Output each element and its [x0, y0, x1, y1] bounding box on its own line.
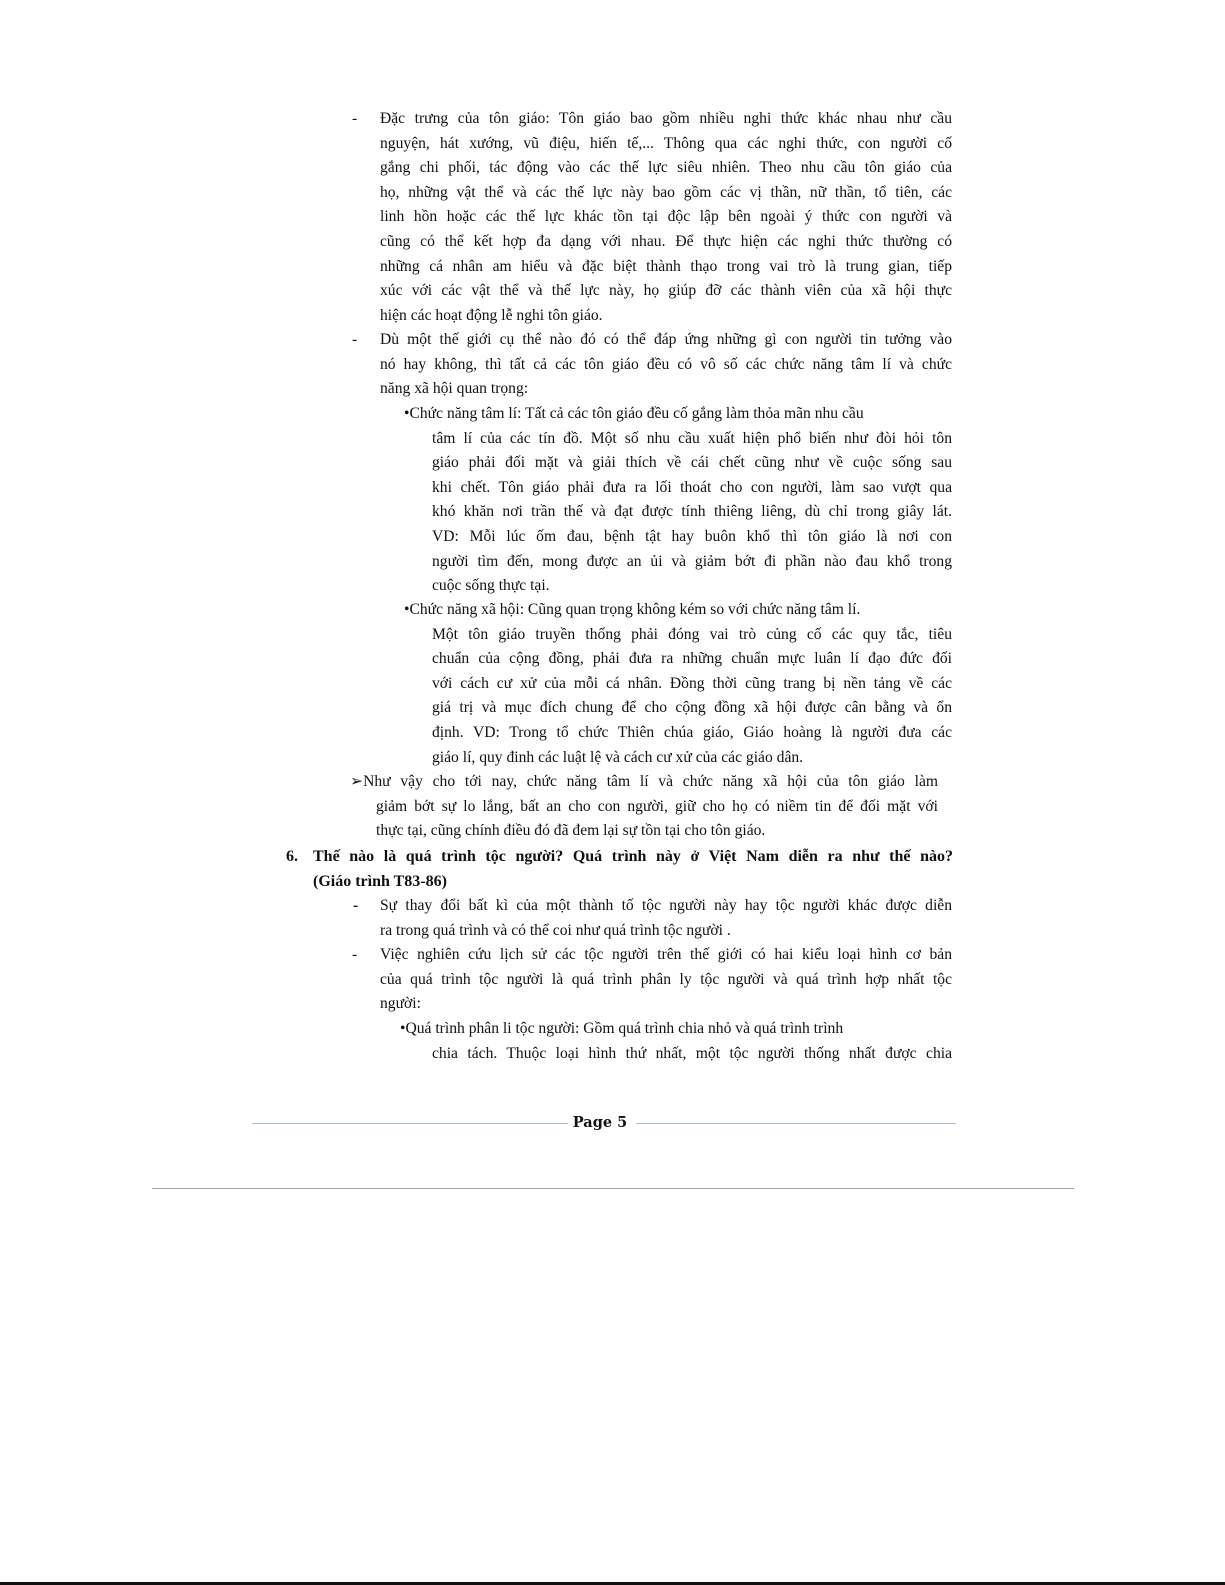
text-line: giảm bớt sự lo lắng, bất an cho con người, giữ cho họ có niềm tin để đối mặt với	[376, 797, 938, 815]
text-line: chia tách. Thuộc loại hình thứ nhất, một tộc người thống nhất được chia	[432, 1044, 952, 1062]
heading-line: Thế nào là quá trình tộc người? Quá trình này ở Việt Nam diễn ra như thế nào?	[313, 848, 953, 865]
question-number: 6.	[286, 848, 298, 865]
text-line: những cá nhân am hiểu và đặc biệt thành thạo trong vai trò là trung gian, tiếp	[380, 257, 952, 275]
text-line: hiện các hoạt động lễ nghi tôn giáo.	[380, 306, 603, 324]
text-line: chuẩn của cộng đồng, phải đưa ra những chuẩn mực luân lí đạo đức đối	[432, 650, 952, 668]
question-heading	[313, 845, 953, 894]
text-line: VD: Mỗi lúc ốm đau, bệnh tật hay buôn khổ thì tôn giáo là nơi con	[432, 527, 952, 545]
text-line: Dù một thế giới cụ thể nào đó có thể đáp ứng những gì con người tin tưởng vào	[380, 331, 952, 348]
text-line: cuộc sống thực tại.	[432, 577, 550, 595]
text-line: thực tại, cũng chính điều đó đã đem lại sự tồn tại cho tôn giáo.	[376, 822, 766, 840]
bullet-social-function	[404, 598, 952, 770]
list-dash: -	[353, 897, 359, 914]
text-line: định. VD: Trong tổ chức Thiên chúa giáo, Giáo hoàng là người đưa các	[432, 723, 952, 741]
heading-line: (Giáo trình T83-86)	[313, 872, 447, 890]
bullet-psychological-function	[404, 402, 952, 599]
footer-rule-left	[252, 1123, 568, 1124]
text-line: giáo lí, quy đinh các luật lệ và cách cư xử của các giáo dân.	[432, 748, 804, 766]
text-line: xúc với các vật thể và thế lực này, họ giúp đỡ các thành viên của xã hội thực	[380, 282, 952, 300]
bullet-icon: •	[404, 405, 410, 422]
bullet-icon: •	[400, 1020, 406, 1037]
text-line: năng xã hội quan trọng:	[380, 380, 529, 398]
text-line: Việc nghiên cứu lịch sử các tộc người trên thế giới có hai kiểu loại hình cơ bản	[380, 946, 952, 963]
paragraph-religion-functions	[380, 328, 952, 402]
text-line: ra trong quá trình và có thể coi như quá trình tộc người .	[380, 921, 731, 939]
text-line: khó khăn nơi trần thế và đạt được tính thiêng liêng, dù chỉ trong giây lát.	[432, 503, 952, 521]
paragraph-ethnic-history	[380, 943, 952, 1017]
text-line: của quá trình tộc người là quá trình phân ly tộc người và quá trình hợp nhất tộc	[380, 970, 952, 988]
paragraph-ethnic-process-definition	[380, 894, 952, 943]
paragraph-conclusion	[350, 770, 938, 844]
text-line: Chức năng xã hội: Cũng quan trọng không kém so với chức năng tâm lí.	[409, 601, 861, 618]
footer-rule-right	[636, 1123, 956, 1124]
text-line: giá trị và mục đích chung để cho cộng đồng xã hội được cân bằng và ổn	[432, 699, 952, 717]
text-line: họ, những vật thể và các thế lực này bao gồm các vị thần, nữ thần, tổ tiên, các	[380, 183, 952, 201]
text-line: Sự thay đổi bất kì của một thành tố tộc người này hay tộc người khác được diễn	[380, 897, 952, 914]
list-dash: -	[352, 946, 358, 963]
page-bottom-divider	[152, 1188, 1074, 1189]
list-dash: -	[352, 331, 358, 348]
text-line: Quá trình phân li tộc người: Gồm quá trình chia nhỏ và quá trình trình	[405, 1020, 844, 1037]
text-line: người tìm đến, mong được an ủi và giảm bớt đi phần nào đau khổ trong	[432, 552, 952, 570]
text-line: Một tôn giáo truyền thống phải đóng vai trò củng cố các quy tắc, tiêu	[432, 625, 952, 643]
arrow-bullet-icon: ➢	[350, 773, 364, 790]
text-line: người:	[380, 995, 421, 1013]
text-line: Như vậy cho tới nay, chức năng tâm lí và chức năng xã hội của tôn giáo làm	[363, 773, 938, 790]
text-line: nó hay không, thì tất cả các tôn giáo đều có vô số các chức năng tâm lí và chức	[380, 355, 952, 373]
bullet-ethnic-separation	[400, 1017, 952, 1066]
bullet-icon: •	[404, 601, 410, 618]
text-line: gắng chi phối, tác động vào các thế lực siêu nhiên. Theo nhu cầu tôn giáo của	[380, 159, 952, 177]
page-number: Page 5	[572, 1114, 628, 1131]
text-line: Chức năng tâm lí: Tất cả các tôn giáo đều cố gắng làm thỏa mãn nhu cầu	[409, 405, 864, 422]
list-dash: -	[352, 110, 358, 127]
text-line: tâm lí của các tín đồ. Một số nhu cầu xuất hiện phổ biến như đòi hỏi tôn	[432, 429, 952, 447]
text-line: Đặc trưng của tôn giáo: Tôn giáo bao gồm nhiều nghi thức khác nhau như cầu	[380, 110, 952, 127]
text-line: với cách cư xử của mỗi cá nhân. Đồng thời cũng trang bị nền tảng về các	[432, 674, 952, 692]
text-line: linh hồn hoặc các thế lực khác tồn tại độc lập bên ngoài ý thức con người và	[380, 208, 952, 226]
paragraph-religion-characteristics	[380, 107, 952, 328]
text-line: khi chết. Tôn giáo phải đưa ra lối thoát cho con người, làm sao vượt qua	[432, 478, 952, 496]
text-line: cũng có thể kết hợp đa dạng với nhau. Để thực hiện các nghi thức thường có	[380, 232, 952, 250]
text-line: giáo phải đối mặt và giải thích về cái chết cũng như về cuộc sống sau	[432, 454, 952, 472]
text-line: nguyện, hát xướng, vũ điệu, hiến tế,... Thông qua các nghi thức, con người cố	[380, 134, 952, 152]
